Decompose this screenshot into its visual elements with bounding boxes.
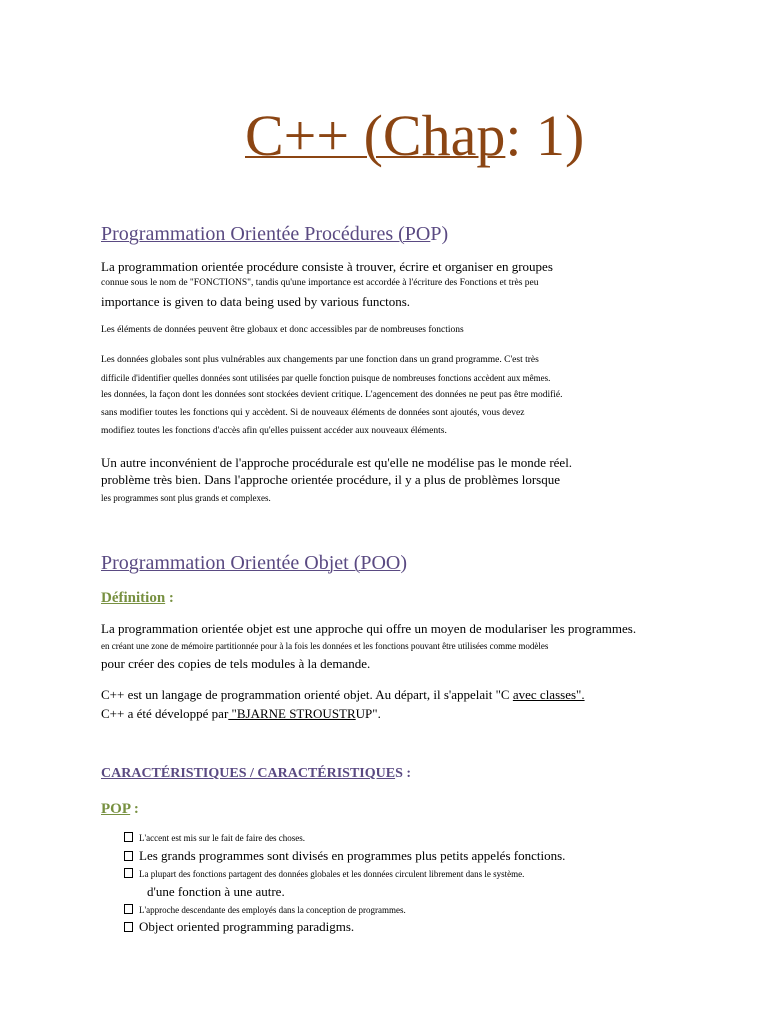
- pop-other-line1: Un autre inconvénient de l'approche procédurale est qu'elle ne modélise pas le monde réel.: [101, 455, 573, 470]
- pop-vuln-line2: difficile d'identifier quelles données sont utilisées par quelle fonction puisque de nombreuses fonctions accèdent aux mêmes.: [101, 373, 551, 383]
- pop-vuln-line4: sans modifier toutes les fonctions qui y accèdent. Si de nouveaux éléments de données sont ajoutés, vous devez: [101, 408, 525, 418]
- poo-def-line3: pour créer des copies de tels modules à la demande.: [101, 656, 371, 671]
- checkbox-glyph-icon: [124, 868, 133, 878]
- list-item-continuation: d'une fonction à une autre.: [147, 884, 285, 899]
- pop-global-text: Les éléments de données peuvent être globaux et donc accessibles par de nombreuses fonctions: [101, 325, 464, 335]
- checkbox-glyph-icon: [124, 922, 133, 932]
- list-item: L'approche descendante des employés dans la conception de programmes.: [124, 904, 406, 916]
- pop-intro-line1: La programmation orientée procédure consiste à trouver, écrire et organiser en groupes: [101, 259, 553, 274]
- characteristics-heading: CARACTÉRISTIQUES / CARACTÉRISTIQUES :: [101, 766, 412, 781]
- checkbox-glyph-icon: [124, 832, 133, 842]
- pop-other-line3: les programmes sont plus grands et complexes.: [101, 493, 271, 503]
- list-item: L'accent est mis sur le fait de faire des choses.: [124, 832, 305, 844]
- poo-heading: Programmation Orientée Objet (POO): [101, 552, 408, 574]
- definition-label: Définition :: [101, 590, 174, 606]
- checkbox-glyph-icon: [124, 904, 133, 914]
- page-title: C++ (Chap: 1): [245, 103, 585, 168]
- cpp-info-line2: C++ a été développé par "BJARNE STROUSTRUP".: [101, 706, 381, 721]
- pop-intro-line2: connue sous le nom de "FONCTIONS", tandis qu'une importance est accordée à l'écriture des Fonctions et très peu: [101, 278, 539, 288]
- pop-other-line2: problème très bien. Dans l'approche orientée procédure, il y a plus de problèmes lorsque: [101, 472, 560, 487]
- poo-def-line1: La programmation orientée objet est une approche qui offre un moyen de modulariser les programmes.: [101, 621, 637, 636]
- pop-vuln-line3: les données, la façon dont les données sont stockées devient critique. L'agencement des données ne peut pas être modifié.: [101, 390, 563, 400]
- pop-vuln-line1: Les données globales sont plus vulnérables aux changements par une fonction dans un grand programme. C'est très: [101, 355, 539, 365]
- pop-intro-line3: importance is given to data being used by various functons.: [101, 294, 411, 309]
- pop-vuln-line5: modifiez toutes les fonctions d'accès afin qu'elles puissent accéder aux nouveaux éléments.: [101, 426, 447, 436]
- poo-def-line2: en créant une zone de mémoire partitionnée pour à la fois les données et les fonctions pouvant être utilisées comme modèles: [101, 641, 549, 651]
- list-item: La plupart des fonctions partagent des données globales et les données circulent librement dans le système.: [124, 868, 524, 880]
- pop-heading: Programmation Orientée Procédures (POP): [101, 223, 449, 245]
- list-item: Object oriented programming paradigms.: [124, 919, 354, 935]
- checkbox-glyph-icon: [124, 851, 133, 861]
- cpp-info-line1: C++ est un langage de programmation orienté objet. Au départ, il s'appelait "C avec classes".: [101, 687, 585, 702]
- pop-label: POP :: [101, 801, 139, 817]
- list-item: Les grands programmes sont divisés en programmes plus petits appelés fonctions.: [124, 848, 565, 864]
